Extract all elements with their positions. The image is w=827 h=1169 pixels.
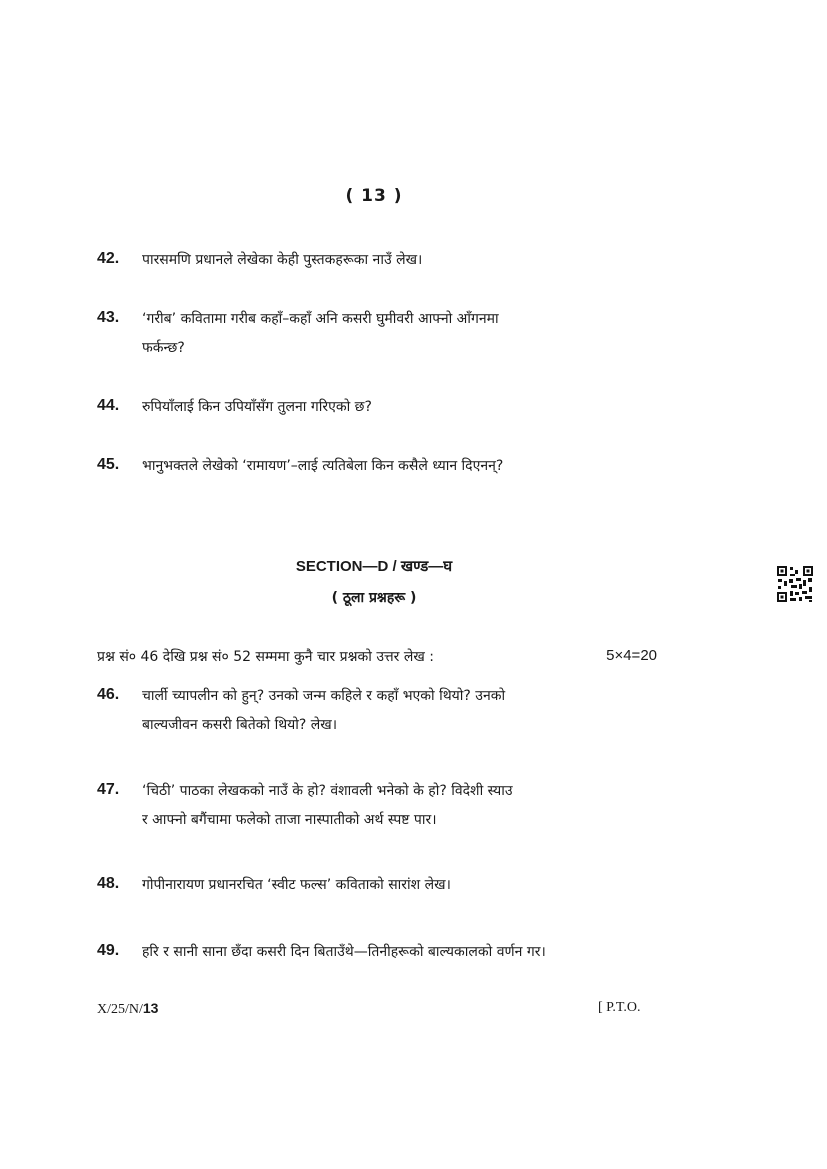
question-text: रुपियाँलाई किन उपियाँसँग तुलना गरिएको छ?	[142, 399, 372, 415]
question-number: 42.	[97, 250, 120, 267]
pto-label: [ P.T.O.	[598, 1000, 641, 1015]
question-number: 45.	[97, 456, 120, 473]
instruction-text: प्रश्न सं० 46 देखि प्रश्न सं० 52 सम्ममा कुनै चार प्रश्नको उत्तर लेख :	[97, 649, 434, 665]
section-heading: SECTION—D / खण्ड—घ	[295, 558, 453, 575]
question-number: 43.	[97, 309, 120, 326]
question-text: ‘चिठी’ पाठका लेखकको नाउँ के हो? वंशावली भनेको के हो? विदेशी स्याउ र आफ्नो बगैंचामा फलेको ताजा नास्पातीको अर्थ स्पष्ट पार।	[142, 783, 513, 828]
question-number: 49.	[97, 942, 120, 959]
question-text: भानुभक्तले लेखेको ‘रामायण’–लाई त्यतिबेला किन कसैले ध्यान दिएनन्?	[142, 458, 504, 474]
question-number: 44.	[97, 397, 120, 414]
page-number: ( 13 )	[345, 186, 403, 206]
marks-allocation: 5×4=20	[606, 647, 657, 664]
question-number: 47.	[97, 781, 120, 798]
qr-code-icon	[776, 565, 814, 603]
question-text: ‘गरीब’ कवितामा गरीब कहाँ–कहाँ अनि कसरी घुमीवरी आफ्नो आँगनमा फर्कन्छ?	[142, 311, 499, 356]
question-text: हरि र सानी साना छँदा कसरी दिन बिताउँथे—तिनीहरूको बाल्यकालको वर्णन गर।	[142, 944, 546, 960]
question-text: गोपीनारायण प्रधानरचित ‘स्वीट फल्स’ कविताको सारांश लेख।	[142, 877, 451, 893]
question-number: 46.	[97, 686, 120, 703]
question-number: 48.	[97, 875, 120, 892]
section-subheading: ( ठूला प्रश्नहरू )	[331, 590, 417, 606]
question-text: पारसमणि प्रधानले लेखेका केही पुस्तकहरूका नाउँ लेख।	[142, 252, 423, 268]
paper-code: X/25/N/13	[97, 1000, 159, 1017]
section-instruction	[97, 647, 657, 666]
question-text: चार्ली च्यापलीन को हुन्? उनको जन्म कहिले र कहाँ भएको थियो? उनको बाल्यजीवन कसरी बितेको थियो? लेख।	[142, 688, 506, 733]
